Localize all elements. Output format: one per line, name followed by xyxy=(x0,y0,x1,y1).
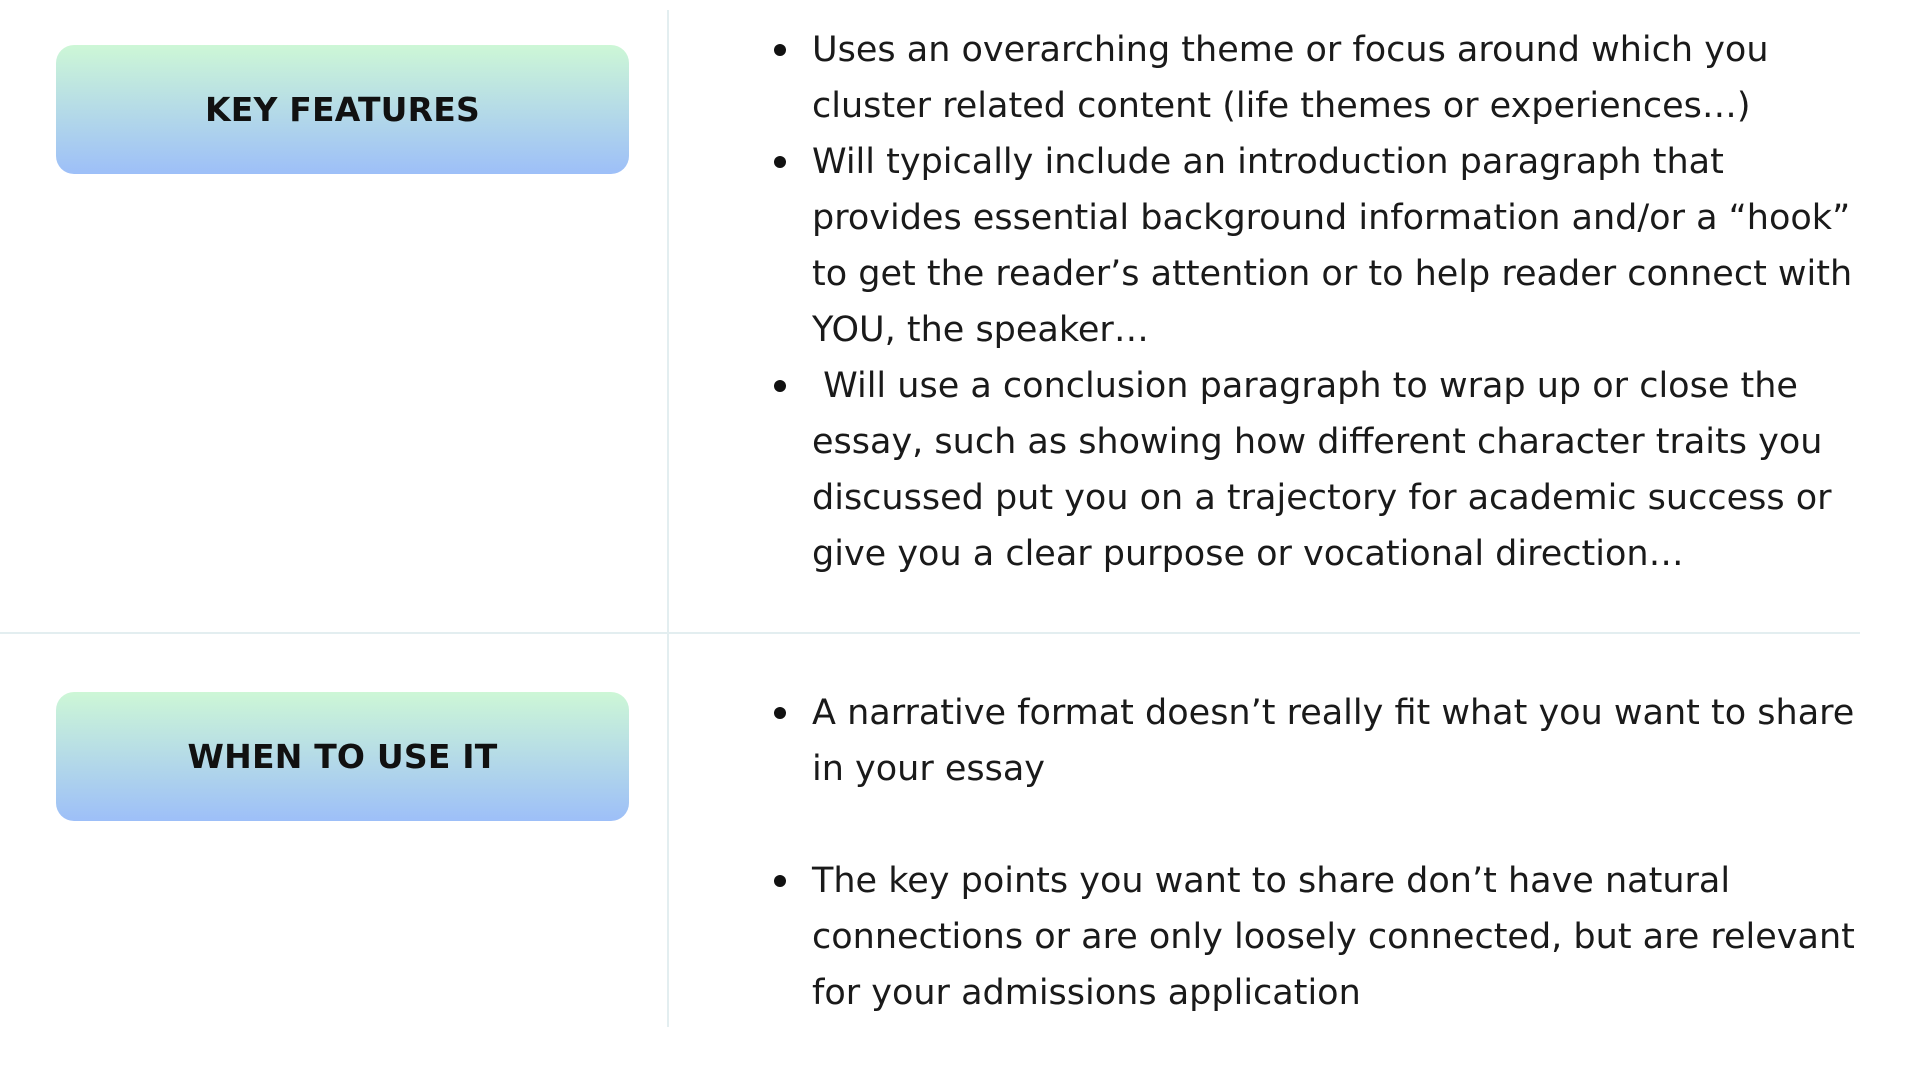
list-item-text: Will use a conclusion paragraph to wrap up or close the essay, such as showing how different character traits you discussed put you on a trajectory for academic success or give you a clear purpose or vocational direction… xyxy=(812,366,1843,574)
list-item xyxy=(770,22,1870,134)
bullet-icon xyxy=(774,380,786,392)
when-to-use-label-box xyxy=(56,692,629,821)
list-item-text: The key points you want to share don’t have natural connections or are only loosely connected, but are relevant for your admissions application xyxy=(812,861,1855,1013)
bullet-icon xyxy=(774,707,786,719)
list-item-text: Will typically include an introduction paragraph that provides essential background information and/or a “hook” to get the reader’s attention or to help reader connect with YOU, the speaker… xyxy=(812,142,1853,350)
list-item-text: Uses an overarching theme or focus around which you cluster related content (life themes or experiences…) xyxy=(812,30,1769,126)
list-item-text: A narrative format doesn’t really fit what you want to share in your essay xyxy=(812,693,1855,789)
bullet-icon xyxy=(774,44,786,56)
vertical-divider xyxy=(667,10,669,1027)
list-item xyxy=(770,685,1870,797)
when-to-use-list xyxy=(770,685,1870,1021)
bullet-icon xyxy=(774,156,786,168)
horizontal-divider xyxy=(0,632,1860,634)
list-item xyxy=(770,358,1870,582)
key-features-heading: KEY FEATURES xyxy=(205,90,480,129)
key-features-label-box xyxy=(56,45,629,174)
key-features-list xyxy=(770,22,1870,582)
when-to-use-heading: WHEN TO USE IT xyxy=(187,737,498,776)
bullet-icon xyxy=(774,875,786,887)
list-item xyxy=(770,134,1870,358)
list-item xyxy=(770,853,1870,1021)
